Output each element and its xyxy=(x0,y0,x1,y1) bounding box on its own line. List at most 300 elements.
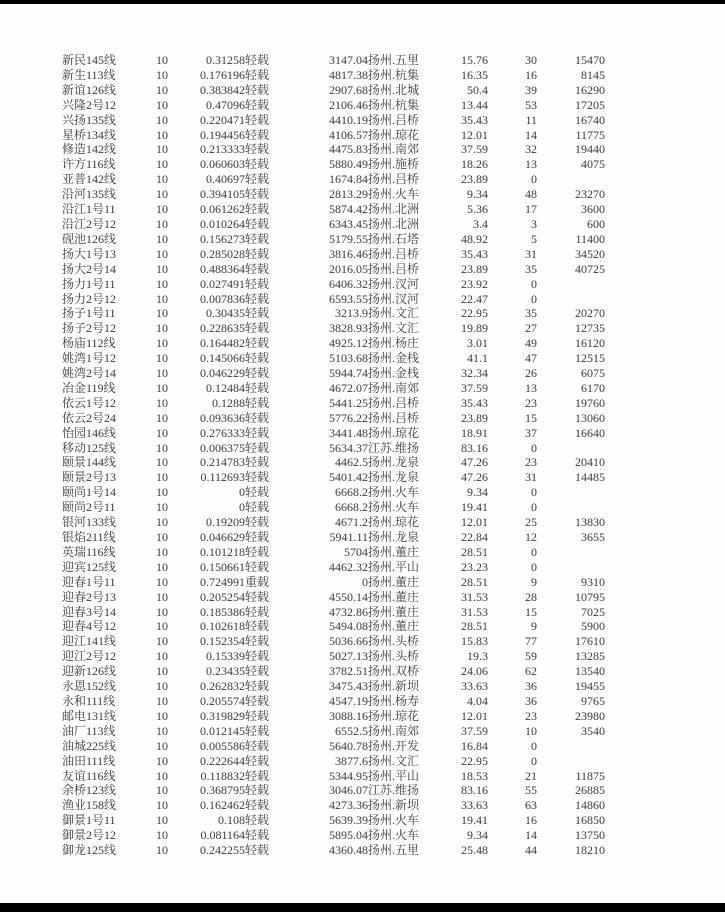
value-1: 5640.78 xyxy=(329,738,368,753)
region-substation: 扬州.董庄 xyxy=(368,619,420,634)
table-row xyxy=(62,485,605,500)
value-4: 12515 xyxy=(575,351,605,366)
region-substation: 江苏.维扬 xyxy=(368,440,420,455)
value-3: 63 xyxy=(525,798,537,813)
value-3: 13 xyxy=(525,380,537,395)
load-ratio: 0 xyxy=(239,485,245,500)
value-2: 22.95 xyxy=(461,753,488,768)
table-row xyxy=(62,530,605,545)
value-4: 16120 xyxy=(575,336,605,351)
table-row xyxy=(62,157,605,172)
value-2: 37.59 xyxy=(461,380,488,395)
table-row xyxy=(62,679,605,694)
line-name: 扬力2号12 xyxy=(62,291,117,306)
value-2: 15.83 xyxy=(461,634,488,649)
load-ratio: 0.005586 xyxy=(200,738,245,753)
value-3: 0 xyxy=(531,753,537,768)
region-substation: 扬州.北洲 xyxy=(368,216,420,231)
load-ratio: 0.31258 xyxy=(206,53,245,67)
region-substation: 扬州.火车 xyxy=(368,485,420,500)
table-row xyxy=(62,455,605,470)
load-status: 轻载 xyxy=(245,127,270,142)
value-1: 2016.05 xyxy=(329,261,368,276)
load-ratio: 0.368795 xyxy=(200,783,245,798)
value-2: 37.59 xyxy=(461,142,488,157)
region-substation: 扬州.吕桥 xyxy=(368,246,420,261)
region-substation: 扬州.杨庄 xyxy=(368,336,420,351)
table-row xyxy=(62,515,605,530)
line-name: 兴扬135线 xyxy=(62,112,117,127)
table-row xyxy=(62,470,605,485)
voltage-kv: 10 xyxy=(156,753,168,768)
table-row xyxy=(62,336,605,351)
region-substation: 扬州.董庄 xyxy=(368,544,420,559)
line-name: 兴隆2号12 xyxy=(62,97,117,112)
region-substation: 扬州.石塔 xyxy=(368,231,420,246)
value-3: 36 xyxy=(525,679,537,694)
value-2: 23.89 xyxy=(461,410,488,425)
line-name: 新生113线 xyxy=(62,67,116,82)
load-status: 轻载 xyxy=(245,246,270,261)
value-1: 5103.68 xyxy=(329,351,368,366)
voltage-kv: 10 xyxy=(156,679,168,694)
load-status: 轻载 xyxy=(245,679,270,694)
voltage-kv: 10 xyxy=(156,425,168,440)
region-substation: 扬州.火车 xyxy=(368,813,420,828)
line-name: 迎宾125线 xyxy=(62,559,117,574)
load-status: 轻载 xyxy=(245,634,270,649)
region-substation: 扬州.双桥 xyxy=(368,664,420,679)
line-name: 油城225线 xyxy=(62,738,117,753)
voltage-kv: 10 xyxy=(156,798,168,813)
load-ratio: 0.47096 xyxy=(206,97,245,112)
region-substation: 扬州.董庄 xyxy=(368,604,420,619)
value-4 xyxy=(537,485,605,500)
region-substation: 扬州.龙泉 xyxy=(368,470,420,485)
load-ratio: 0.006375 xyxy=(200,440,245,455)
value-4: 16640 xyxy=(575,425,605,440)
line-name: 扬力1号11 xyxy=(62,276,116,291)
voltage-kv: 10 xyxy=(156,530,168,544)
region-substation: 扬州.汊河 xyxy=(368,291,420,306)
value-2: 18.26 xyxy=(461,157,488,172)
value-2: 35.43 xyxy=(461,246,488,261)
value-3: 9 xyxy=(531,574,537,589)
value-1: 3475.43 xyxy=(329,679,368,694)
value-3: 27 xyxy=(525,321,537,336)
load-ratio: 0.214783 xyxy=(200,455,245,470)
region-substation: 扬州.吕桥 xyxy=(368,410,420,425)
load-status: 轻载 xyxy=(245,366,270,381)
value-2: 28.51 xyxy=(461,619,488,634)
value-3: 31 xyxy=(525,470,537,485)
line-name: 姚湾1号12 xyxy=(62,351,117,366)
load-status: 轻载 xyxy=(245,425,270,440)
load-ratio: 0.010264 xyxy=(200,216,245,231)
table-row xyxy=(62,202,605,217)
value-3: 62 xyxy=(525,664,537,679)
voltage-kv: 10 xyxy=(156,664,168,679)
table-row xyxy=(62,739,605,754)
line-name: 迎春4号12 xyxy=(62,619,117,634)
region-substation: 扬州.吕桥 xyxy=(368,261,420,276)
load-status: 轻载 xyxy=(245,440,270,455)
voltage-kv: 10 xyxy=(156,291,168,306)
value-3: 0 xyxy=(531,291,537,306)
value-1: 1674.84 xyxy=(329,172,368,187)
load-status: 轻载 xyxy=(245,380,270,395)
load-ratio: 0.228635 xyxy=(200,321,245,336)
load-ratio: 0.102618 xyxy=(200,619,245,634)
region-substation: 扬州.新坝 xyxy=(368,798,420,813)
value-2: 23.89 xyxy=(461,261,488,276)
voltage-kv: 10 xyxy=(156,351,168,366)
load-status: 轻载 xyxy=(245,604,270,619)
voltage-kv: 10 xyxy=(156,142,168,157)
load-status: 轻载 xyxy=(245,351,270,366)
value-4: 4075 xyxy=(581,157,605,172)
load-ratio: 0.242255 xyxy=(200,843,245,858)
line-name: 油田111线 xyxy=(62,753,116,768)
voltage-kv: 10 xyxy=(156,380,168,395)
line-name: 银河133线 xyxy=(62,515,117,530)
region-substation: 扬州.文汇 xyxy=(368,321,420,336)
load-ratio: 0.185386 xyxy=(200,604,245,619)
load-status: 轻载 xyxy=(245,783,270,798)
table-row xyxy=(62,187,605,202)
load-ratio: 0.262832 xyxy=(200,679,245,694)
value-2: 50.4 xyxy=(467,82,488,97)
load-status: 轻载 xyxy=(245,336,270,351)
value-1: 5027.13 xyxy=(329,649,368,664)
value-4: 13750 xyxy=(575,828,605,843)
load-ratio: 0.205574 xyxy=(200,693,245,708)
value-1: 4550.14 xyxy=(329,589,368,604)
line-name: 扬子1号11 xyxy=(62,306,116,321)
load-ratio: 0.046229 xyxy=(200,366,245,381)
region-substation: 扬州.杭集 xyxy=(368,67,420,82)
value-2: 37.59 xyxy=(461,723,488,738)
load-status: 轻载 xyxy=(245,53,270,67)
value-3: 0 xyxy=(531,738,537,753)
value-2: 15.76 xyxy=(461,53,488,67)
voltage-kv: 10 xyxy=(156,619,168,634)
load-ratio: 0.164482 xyxy=(200,336,245,351)
value-1: 4410.19 xyxy=(329,112,368,127)
region-substation: 扬州.吕桥 xyxy=(368,112,420,127)
value-1: 6593.55 xyxy=(329,291,368,306)
line-name: 英瑞116线 xyxy=(62,544,116,559)
load-status: 轻载 xyxy=(245,753,270,768)
table-row xyxy=(62,306,605,321)
load-ratio: 0.19209 xyxy=(206,515,245,530)
region-substation: 扬州.北城 xyxy=(368,82,420,97)
value-3: 0 xyxy=(531,276,537,291)
value-1: 5704 xyxy=(344,544,368,559)
value-3: 30 xyxy=(525,53,537,67)
value-3: 0 xyxy=(531,485,537,500)
load-ratio: 0.176196 xyxy=(200,67,245,82)
region-substation: 扬州.吕桥 xyxy=(368,395,420,410)
region-substation: 扬州.董庄 xyxy=(368,589,420,604)
value-2: 3.01 xyxy=(467,336,488,351)
load-status: 轻载 xyxy=(245,142,270,157)
value-4 xyxy=(537,172,605,187)
voltage-kv: 10 xyxy=(156,544,168,559)
line-name: 御景2号12 xyxy=(62,828,117,843)
value-4: 12735 xyxy=(575,321,605,336)
load-ratio: 0.488364 xyxy=(200,261,245,276)
voltage-kv: 10 xyxy=(156,261,168,276)
value-4: 3540 xyxy=(581,723,605,738)
value-2: 23.92 xyxy=(461,276,488,291)
table-row xyxy=(62,381,605,396)
value-4: 23270 xyxy=(575,187,605,202)
load-ratio: 0.081164 xyxy=(200,828,245,843)
voltage-kv: 10 xyxy=(156,559,168,574)
line-name: 永和111线 xyxy=(62,693,116,708)
value-2: 12.01 xyxy=(461,127,488,142)
value-4 xyxy=(537,292,605,307)
value-3: 35 xyxy=(525,261,537,276)
load-status: 轻载 xyxy=(245,187,270,202)
voltage-kv: 10 xyxy=(156,82,168,97)
value-2: 24.06 xyxy=(461,664,488,679)
value-2: 23.89 xyxy=(461,172,488,187)
value-1: 2813.29 xyxy=(329,187,368,202)
value-2: 41.1 xyxy=(467,351,488,366)
region-substation: 扬州.五里 xyxy=(368,53,420,67)
table-row xyxy=(62,634,605,649)
value-3: 44 xyxy=(525,843,537,858)
load-status: 轻载 xyxy=(245,82,270,97)
table-row xyxy=(62,83,605,98)
region-substation: 扬州.平山 xyxy=(368,768,420,783)
value-4: 34520 xyxy=(575,246,605,261)
voltage-kv: 10 xyxy=(156,843,168,858)
value-3: 3 xyxy=(531,216,537,231)
value-2: 48.92 xyxy=(461,231,488,246)
value-3: 37 xyxy=(525,425,537,440)
load-ratio: 0.1288 xyxy=(212,395,245,410)
load-ratio: 0.007836 xyxy=(200,291,245,306)
voltage-kv: 10 xyxy=(156,738,168,753)
load-status: 轻载 xyxy=(245,693,270,708)
load-status: 轻载 xyxy=(245,843,270,858)
value-3: 49 xyxy=(525,336,537,351)
value-3: 0 xyxy=(531,559,537,574)
voltage-kv: 10 xyxy=(156,634,168,649)
load-status: 轻载 xyxy=(245,649,270,664)
load-status: 轻载 xyxy=(245,157,270,172)
value-1: 3816.46 xyxy=(329,246,368,261)
value-2: 9.34 xyxy=(467,187,488,202)
value-4: 6075 xyxy=(581,366,605,381)
load-status: 轻载 xyxy=(245,470,270,485)
load-status: 轻载 xyxy=(245,172,270,187)
value-3: 35 xyxy=(525,306,537,321)
load-ratio: 0.394105 xyxy=(200,187,245,202)
region-substation: 扬州.火车 xyxy=(368,828,420,843)
value-1: 4671.2 xyxy=(335,515,368,530)
value-3: 16 xyxy=(525,67,537,82)
load-ratio: 0 xyxy=(239,500,245,515)
table-row xyxy=(62,142,605,157)
value-2: 25.48 xyxy=(461,843,488,858)
load-ratio: 0.145066 xyxy=(200,351,245,366)
value-3: 0 xyxy=(531,544,537,559)
load-status: 轻载 xyxy=(245,202,270,217)
table-row xyxy=(62,575,605,590)
value-2: 9.34 xyxy=(467,828,488,843)
table-row xyxy=(62,724,605,739)
load-ratio: 0.285028 xyxy=(200,246,245,261)
load-ratio: 0.15339 xyxy=(206,649,245,664)
value-2: 33.63 xyxy=(461,798,488,813)
value-2: 19.41 xyxy=(461,813,488,828)
region-substation: 江苏.维扬 xyxy=(368,783,420,798)
value-4: 13540 xyxy=(575,664,605,679)
value-3: 14 xyxy=(525,828,537,843)
line-name: 杨庙112线 xyxy=(62,336,116,351)
voltage-kv: 10 xyxy=(156,708,168,723)
region-substation: 扬州.平山 xyxy=(368,559,420,574)
table-row xyxy=(62,605,605,620)
value-4: 26885 xyxy=(575,783,605,798)
load-status: 轻载 xyxy=(245,231,270,246)
voltage-kv: 10 xyxy=(156,455,168,470)
line-name: 星桥134线 xyxy=(62,127,117,142)
value-4: 20270 xyxy=(575,306,605,321)
line-name: 依云2号24 xyxy=(62,410,117,425)
value-1: 3088.16 xyxy=(329,708,368,723)
value-3: 55 xyxy=(525,783,537,798)
voltage-kv: 10 xyxy=(156,321,168,336)
value-1: 5441.25 xyxy=(329,395,368,410)
value-2: 47.26 xyxy=(461,470,488,485)
region-substation: 扬州.琼花 xyxy=(368,127,420,142)
line-name: 御龙125线 xyxy=(62,843,117,858)
line-name: 颐尚1号14 xyxy=(62,485,117,500)
value-4: 16740 xyxy=(575,112,605,127)
load-status: 轻载 xyxy=(245,455,270,470)
table-row xyxy=(62,590,605,605)
region-substation: 扬州.南郊 xyxy=(368,723,420,738)
value-4: 19440 xyxy=(575,142,605,157)
line-name: 新谊126线 xyxy=(62,82,117,97)
value-1: 5036.66 xyxy=(329,634,368,649)
line-name: 迎新126线 xyxy=(62,664,117,679)
value-4: 16850 xyxy=(575,813,605,828)
table-row xyxy=(62,396,605,411)
line-name: 颐景144线 xyxy=(62,455,117,470)
value-1: 5880.49 xyxy=(329,157,368,172)
voltage-kv: 10 xyxy=(156,246,168,261)
line-name: 银焰211线 xyxy=(62,530,116,544)
value-4: 13060 xyxy=(575,410,605,425)
load-status: 轻载 xyxy=(245,813,270,828)
value-3: 59 xyxy=(525,649,537,664)
value-1: 5874.42 xyxy=(329,202,368,217)
value-1: 5941.11 xyxy=(329,530,368,544)
value-3: 13 xyxy=(525,157,537,172)
value-3: 16 xyxy=(525,813,537,828)
load-status: 轻载 xyxy=(245,261,270,276)
value-3: 48 xyxy=(525,187,537,202)
load-status: 轻载 xyxy=(245,768,270,783)
load-ratio: 0.108 xyxy=(218,813,245,828)
load-status: 轻载 xyxy=(245,798,270,813)
load-ratio: 0.319829 xyxy=(200,708,245,723)
line-name: 颐尚2号11 xyxy=(62,500,116,515)
value-2: 83.16 xyxy=(461,783,488,798)
value-3: 11 xyxy=(525,112,537,127)
line-name: 迎江141线 xyxy=(62,634,117,649)
value-1: 4475.83 xyxy=(329,142,368,157)
region-substation: 扬州.金栈 xyxy=(368,351,420,366)
table-row xyxy=(62,783,605,798)
load-status: 轻载 xyxy=(245,544,270,559)
value-2: 16.35 xyxy=(461,67,488,82)
voltage-kv: 10 xyxy=(156,127,168,142)
table-row xyxy=(62,441,605,456)
load-status: 轻载 xyxy=(245,291,270,306)
value-3: 17 xyxy=(525,202,537,217)
value-3: 23 xyxy=(525,455,537,470)
value-1: 3046.07 xyxy=(329,783,368,798)
load-ratio: 0.205254 xyxy=(200,589,245,604)
load-status: 轻载 xyxy=(245,828,270,843)
value-1: 3147.04 xyxy=(329,53,368,67)
value-4: 10795 xyxy=(575,589,605,604)
table-row xyxy=(62,292,605,307)
table-row xyxy=(62,664,605,679)
value-1: 5344.95 xyxy=(329,768,368,783)
line-name: 永恩152线 xyxy=(62,679,117,694)
voltage-kv: 10 xyxy=(156,202,168,217)
line-name: 渔业158线 xyxy=(62,798,117,813)
region-substation: 扬州.头桥 xyxy=(368,649,420,664)
voltage-kv: 10 xyxy=(156,470,168,485)
voltage-kv: 10 xyxy=(156,693,168,708)
value-4: 16290 xyxy=(575,82,605,97)
value-4: 8145 xyxy=(581,67,605,82)
load-status: 轻载 xyxy=(245,515,270,530)
voltage-kv: 10 xyxy=(156,67,168,82)
load-ratio: 0.061262 xyxy=(200,202,245,217)
value-1: 3782.51 xyxy=(329,664,368,679)
value-3: 31 xyxy=(525,246,537,261)
load-status: 轻载 xyxy=(245,559,270,574)
value-4: 19760 xyxy=(575,395,605,410)
value-4: 11875 xyxy=(575,768,605,783)
region-substation: 扬州.龙泉 xyxy=(368,530,420,544)
value-3: 47 xyxy=(525,351,537,366)
table-row xyxy=(62,217,605,232)
voltage-kv: 10 xyxy=(156,157,168,172)
region-substation: 扬州.金栈 xyxy=(368,366,420,381)
value-3: 28 xyxy=(525,589,537,604)
load-ratio: 0.40697 xyxy=(206,172,245,187)
load-ratio: 0.276333 xyxy=(200,425,245,440)
table-row xyxy=(62,113,605,128)
value-3: 0 xyxy=(531,172,537,187)
value-1: 5639.39 xyxy=(329,813,368,828)
region-substation: 扬州.汊河 xyxy=(368,276,420,291)
line-name: 扬大1号13 xyxy=(62,246,117,261)
table-row xyxy=(62,232,605,247)
value-3: 26 xyxy=(525,366,537,381)
